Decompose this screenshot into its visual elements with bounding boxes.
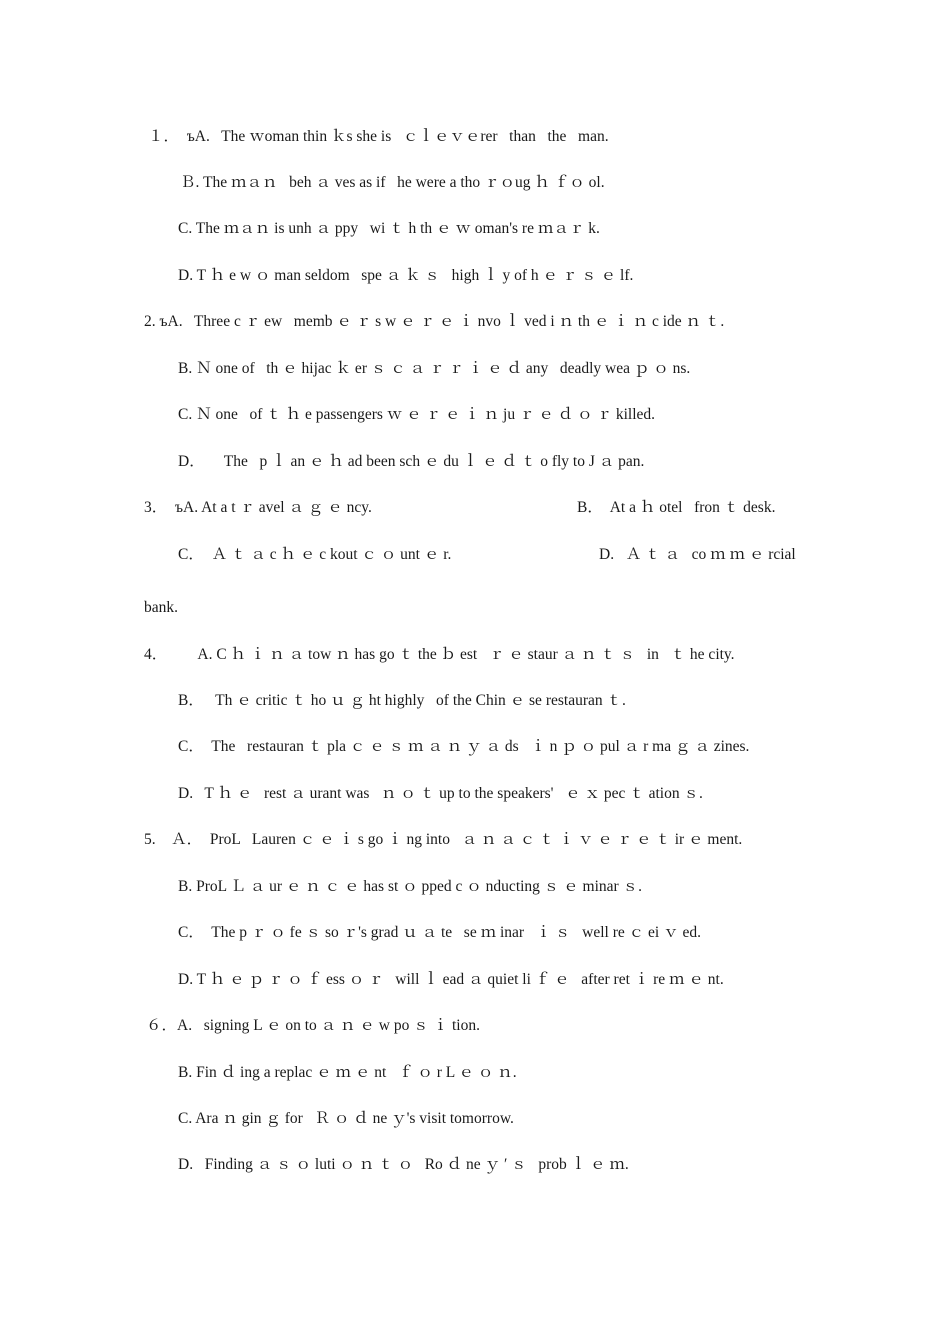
q1-option-b: Ｂ. The ｍａｎ beh ａ ves as if he were a tho ｒｏug ｈ ｆｏ ol.: [180, 174, 605, 191]
q1-stem-option-a: １． ъA. The ｗoman thin ｋs she is ｃｌｅｖｅrer than the man.: [148, 128, 609, 145]
q6-stem-option-a: ６．A. signing L ｅ on to ａ ｎ ｅ w po ｓ ｉ tion.: [146, 1017, 480, 1034]
q5-stem-option-a: 5. Ａ． ProL Lauren ｃ ｅ ｉ s go ｉ ng into ａ ｎ ａ ｃ ｔ ｉ ｖ ｅ ｒ ｅ ｔ ir ｅ ment.: [144, 831, 743, 848]
q5-option-c: C． The p ｒ ｏ fe ｓ so ｒ's grad ｕ ａ te se ｍ inar ｉ ｓ well re ｃ ei ｖ ed.: [178, 924, 701, 941]
q1-option-c: C. The ｍａｎ is unh ａ ppy wi ｔ h th ｅ ｗ oman's re ｍａｒ k.: [178, 220, 600, 237]
q6-option-c: C. Ara ｎ gin ｇ for Ｒ ｏ ｄ ne ｙ's visit tomorrow.: [178, 1110, 514, 1127]
q6-option-b: B. Fin ｄ ing a replac ｅ ｍ ｅ nt ｆ ｏ r L ｅ ｏ ｎ.: [178, 1064, 517, 1081]
q3-option-d-continuation: bank.: [144, 599, 179, 616]
q6-option-d: D. Finding ａ ｓ ｏ luti ｏ ｎ ｔ ｏ Ro ｄ ne ｙ ′ ｓ prob ｌ ｅ ｍ.: [178, 1156, 629, 1173]
q2-option-b: B. Ｎ one of th ｅ hijac ｋ er ｓ ｃ ａ ｒ ｒ ｉ ｅ ｄ any deadly wea ｐ ｏ ns.: [178, 360, 691, 377]
q3-option-b: B． At a ｈ otel fron ｔ desk.: [577, 499, 776, 516]
q4-option-d: D. T ｈ ｅ rest ａ urant was ｎ ｏ ｔ up to the speakers' ｅ ｘ pec ｔ ation ｓ.: [178, 785, 703, 802]
q2-option-d: D． The p ｌ an ｅ ｈ ad been sch ｅ du ｌ ｅ ｄ ｔ o fly to J ａ pan.: [178, 453, 645, 470]
q4-option-c: C． The restauran ｔ pla ｃ ｅ ｓ ｍ ａ ｎ ｙ ａ ds ｉ n ｐ ｏ pul ａ r ma ｇ ａ zines.: [178, 738, 750, 755]
q3-option-c: C． Ａ ｔ ａ c ｈ ｅ c kout ｃ ｏ unt ｅ r.: [178, 546, 452, 563]
q5-option-d: D. T ｈ ｅ ｐ ｒ ｏ ｆ ess ｏ ｒ will ｌ ead ａ quiet li ｆ ｅ after ret ｉ re ｍ ｅ nt.: [178, 971, 724, 988]
q3-stem-option-a: 3． ъA. At a t ｒ avel ａ ｇ ｅ ncy.: [144, 499, 372, 516]
q1-option-d: D. T ｈ e w ｏ man seldom spe ａ ｋ ｓ high ｌ y of h ｅ ｒ ｓ ｅ lf.: [178, 267, 634, 284]
q3-option-d: D. Ａ ｔ ａ co ｍ ｍ ｅ rcial: [599, 546, 796, 563]
q2-stem-option-a: 2. ъA. Three c ｒ ew memb ｅ ｒ s w ｅ ｒ ｅ ｉ nvo ｌ ved i ｎ th ｅ ｉ ｎ c ide ｎ ｔ.: [144, 313, 725, 330]
q2-option-c: C. Ｎ one of ｔ ｈ e passengers ｗ ｅ ｒ ｅ ｉ ｎ ju ｒ ｅ ｄ ｏ ｒ killed.: [178, 406, 656, 423]
q4-stem-option-a: 4． A. C ｈ ｉ ｎ ａ tow ｎ has go ｔ the ｂ est ｒ ｅ staur ａ ｎ ｔ ｓ in ｔ he city.: [144, 646, 735, 663]
q5-option-b: B. ProL Ｌ ａ ur ｅ ｎ ｃ ｅ has st ｏ pped c ｏ nducting ｓ ｅ minar ｓ.: [178, 878, 642, 895]
q4-option-b: B． Th ｅ critic ｔ ho ｕ ｇ ht highly of the Chin ｅ se restauran ｔ.: [178, 692, 626, 709]
